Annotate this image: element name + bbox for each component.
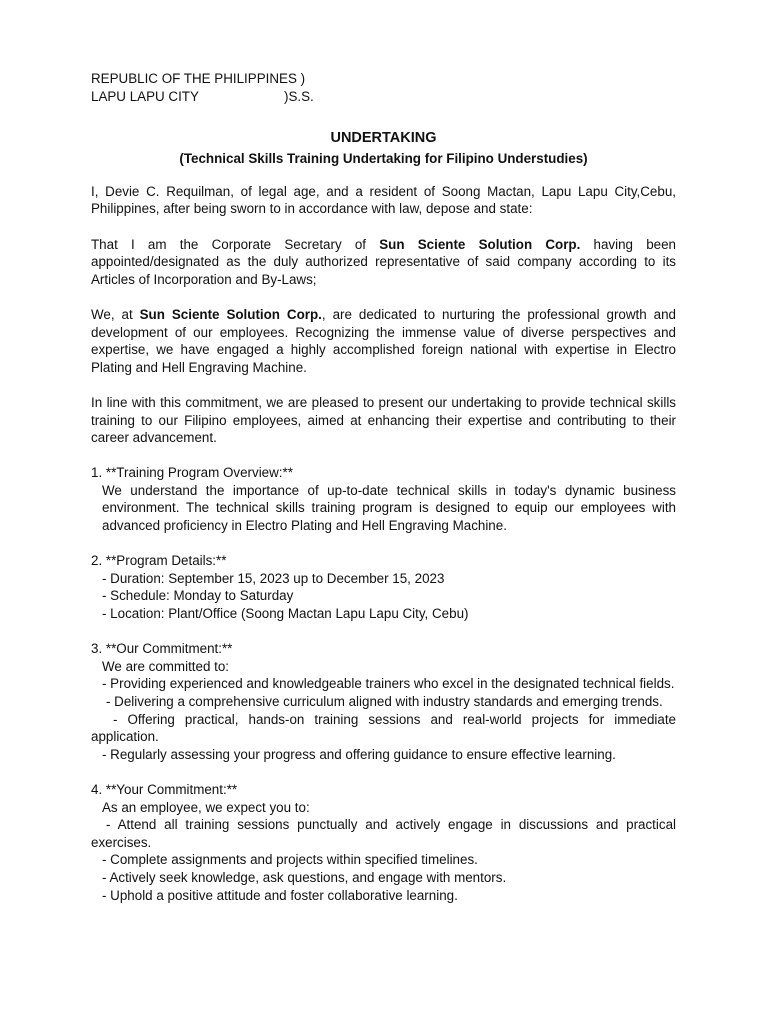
caption-line-2 — [91, 88, 676, 106]
company-name: Sun Sciente Solution Corp. — [139, 306, 322, 322]
section-3-item: - Offering practical, hands-on training sessions and real-world projects for immediate application. — [91, 711, 676, 745]
section-4-lead: As an employee, we expect you to: — [102, 799, 310, 815]
document-body — [91, 70, 676, 904]
section-4-heading: 4. **Your Commitment:** — [91, 781, 238, 797]
section-4-item: - Uphold a positive attitude and foster collaborative learning. — [102, 887, 458, 903]
caption-line-1: REPUBLIC OF THE PHILIPPINES ) — [91, 71, 306, 86]
section-4-item: - Actively seek knowledge, ask questions, and engage with mentors. — [102, 869, 507, 885]
section-3-item: - Regularly assessing your progress and offering guidance to ensure effective learning. — [102, 746, 616, 762]
intro-paragraph: I, Devie C. Requilman, of legal age, and a resident of Soong Mactan, Lapu Lapu City,Cebu, Philippines, after being sworn to in accordance with law, depose and state: — [91, 183, 676, 217]
section-3-item: - Providing experienced and knowledgeable trainers who excel in the designated technical fields. — [102, 676, 675, 692]
section-2-item: - Schedule: Monday to Saturday — [102, 588, 294, 604]
dedication-text-before: We, at — [91, 306, 140, 322]
secretary-text-before: That I am the Corporate Secretary of — [91, 236, 380, 252]
section-2-item: - Duration: September 15, 2023 up to December 15, 2023 — [102, 570, 445, 586]
dedication-paragraph — [91, 306, 676, 376]
section-4-item: - Attend all training sessions punctually and actively engage in discussions and practical exercises. — [91, 817, 676, 850]
section-3-item: - Delivering a comprehensive curriculum aligned with industry standards and emerging trends. — [106, 694, 663, 709]
company-name: Sun Sciente Solution Corp. — [379, 236, 581, 252]
section-3-heading: 3. **Our Commitment:** — [91, 641, 233, 657]
caption-city: LAPU LAPU CITY — [91, 88, 199, 104]
document-subtitle: (Technical Skills Training Undertaking for Filipino Understudies) — [179, 151, 588, 167]
caption-ss: )S.S. — [284, 88, 314, 104]
secretary-text-after: having been appointed/designated as the duly authorized representative of said company according to its Articles of Incorporation and By-Laws; — [91, 236, 676, 287]
commitment-paragraph: In line with this commitment, we are pleased to present our undertaking to provide technical skills training to our Filipino employees, aimed at enhancing their expertise and contributing to their career advancement. — [91, 394, 676, 446]
document-title: UNDERTAKING — [330, 130, 437, 147]
section-1-heading: 1. **Training Program Overview:** — [91, 465, 293, 481]
section-3-lead: We are committed to: — [102, 658, 230, 674]
section-1-body: We understand the importance of up-to-date technical skills in today's dynamic business environment. The technical skills training program is designed to equip our employees with advanced proficiency in Electro Plating and Hell Engraving Machine. — [102, 482, 676, 534]
dedication-text-after: , are dedicated to nurturing the professional growth and development of our employees. Recognizing the immense value of diverse perspectives and expertise, we have engaged a highly accomplished foreign national with expertise in Electro Plating and Hell Engraving Machine. — [91, 306, 676, 375]
section-2-heading: 2. **Program Details:** — [91, 553, 227, 569]
secretary-paragraph — [91, 236, 676, 289]
section-4-item: - Complete assignments and projects within specified timelines. — [102, 852, 478, 868]
section-2-item: - Location: Plant/Office (Soong Mactan Lapu Lapu City, Cebu) — [102, 606, 469, 622]
